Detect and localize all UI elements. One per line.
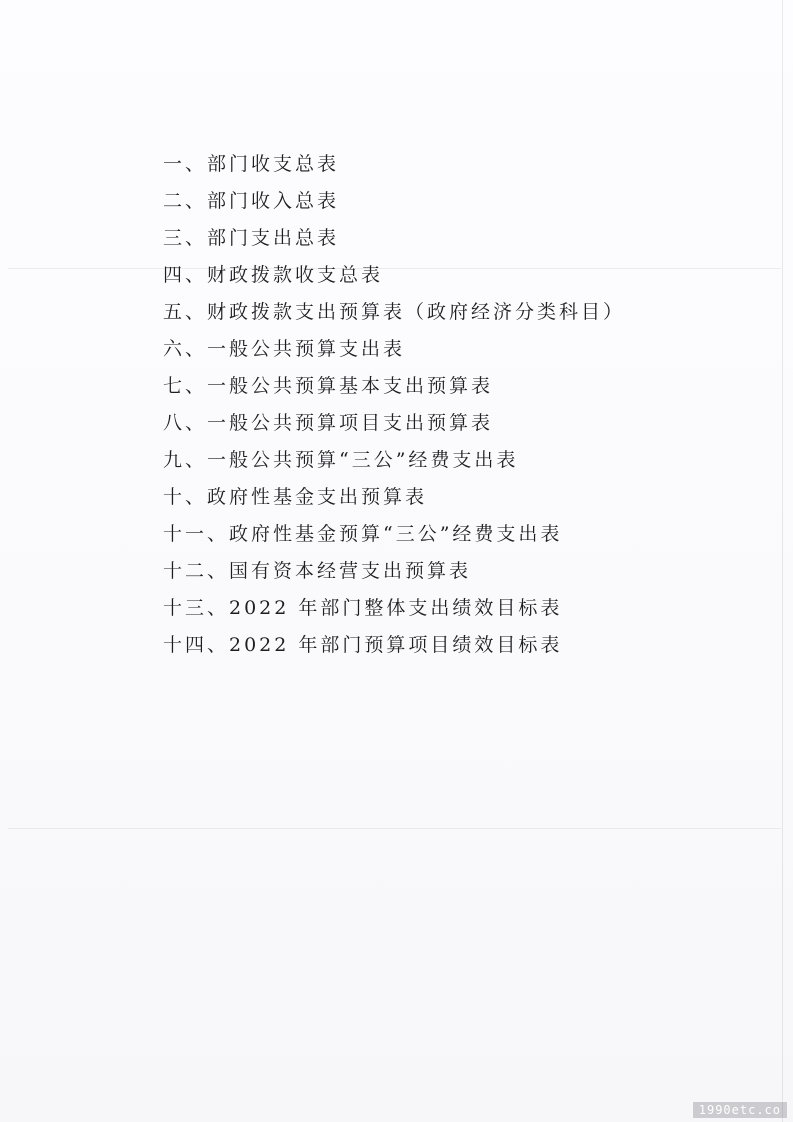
toc-item: 三、部门支出总表 <box>163 227 340 249</box>
toc-item: 七、一般公共预算基本支出预算表 <box>163 375 494 397</box>
toc-item: 八、一般公共预算项目支出预算表 <box>163 412 494 434</box>
toc-item: 十一、政府性基金预算“三公”经费支出表 <box>163 523 563 545</box>
toc-item: 一、部门收支总表 <box>163 153 340 175</box>
scan-artifact-line <box>8 828 781 829</box>
toc-item: 十二、国有资本经营支出预算表 <box>163 560 472 582</box>
toc-item: 十、政府性基金支出预算表 <box>163 486 428 508</box>
site-watermark: 1990etc.co <box>693 1102 787 1118</box>
toc-item: 九、一般公共预算“三公”经费支出表 <box>163 449 519 471</box>
scan-artifact-edge <box>782 0 783 1122</box>
toc-item: 五、财政拨款支出预算表（政府经济分类科目） <box>163 301 626 323</box>
toc-item: 二、部门收入总表 <box>163 190 340 212</box>
toc-item: 六、一般公共预算支出表 <box>163 338 406 360</box>
toc-item: 四、财政拨款收支总表 <box>163 264 384 286</box>
toc-item: 十四、2022 年部门预算项目绩效目标表 <box>163 634 563 656</box>
toc-item: 十三、2022 年部门整体支出绩效目标表 <box>163 597 563 619</box>
table-of-contents <box>163 146 625 664</box>
